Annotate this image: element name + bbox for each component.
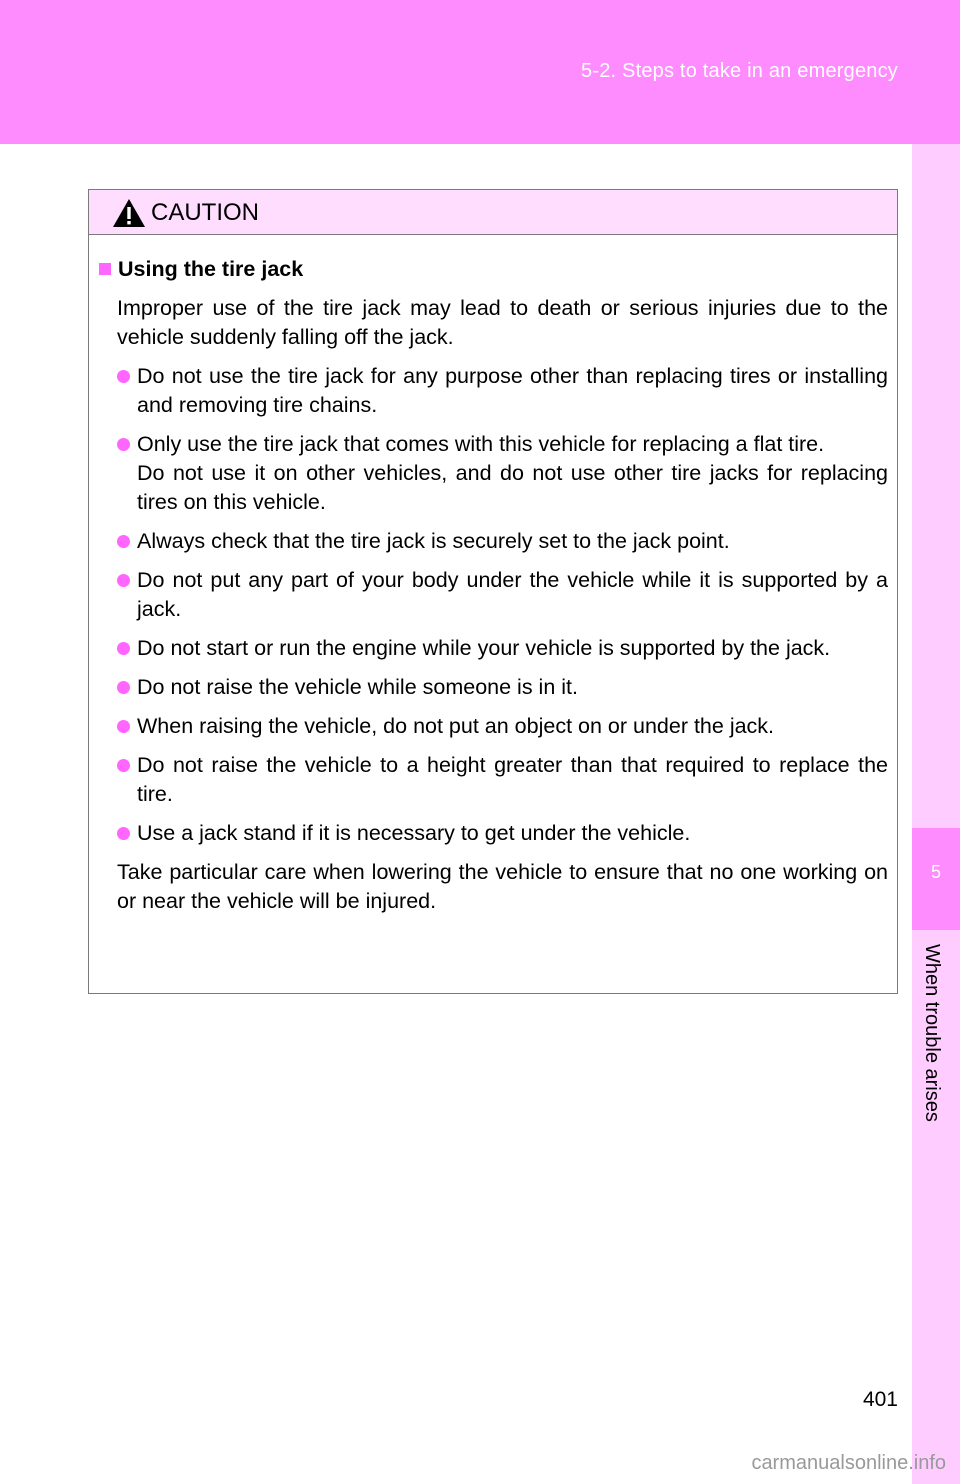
- caution-header: [89, 190, 897, 235]
- page-number: 401: [862, 1388, 898, 1411]
- list-item-line: Do not use it on other vehicles, and do not use other tire jacks for replacing tires on this vehicle.: [137, 461, 888, 514]
- list-item-line: Only use the tire jack that comes with this vehicle for replacing a flat tire.: [137, 432, 825, 456]
- list-item-text: Do not start or run the engine while your vehicle is supported by the jack.: [137, 636, 831, 660]
- footer-watermark: carmanualsonline.info: [751, 1452, 946, 1474]
- list-item: [117, 430, 888, 517]
- list-item: [117, 566, 888, 624]
- list-item-text: When raising the vehicle, do not put an object on or under the jack.: [137, 714, 775, 738]
- chapter-number: 5: [930, 862, 941, 882]
- caution-title: CAUTION: [151, 199, 259, 226]
- list-item-text: Do not put any part of your body under the vehicle while it is supported by a jack.: [137, 568, 888, 621]
- circle-bullet-icon: [117, 720, 130, 733]
- caution-box: [88, 189, 898, 994]
- subheading-text: Using the tire jack: [118, 257, 304, 281]
- circle-bullet-icon: [117, 535, 130, 548]
- caution-body: [89, 235, 897, 916]
- circle-bullet-icon: [117, 574, 130, 587]
- circle-bullet-icon: [117, 438, 130, 451]
- circle-bullet-icon: [117, 759, 130, 772]
- circle-bullet-icon: [117, 681, 130, 694]
- list-item-text: Use a jack stand if it is necessary to get under the vehicle.: [137, 821, 691, 845]
- list-item-text: [137, 430, 888, 517]
- list-item: [117, 751, 888, 809]
- list-item: [117, 527, 888, 556]
- list-item: [117, 362, 888, 420]
- intro-paragraph: Improper use of the tire jack may lead to death or serious injuries due to the vehicle suddenly falling off the jack.: [117, 296, 888, 349]
- square-bullet-icon: [99, 263, 111, 275]
- list-item: [117, 673, 888, 702]
- list-item-text: Do not use the tire jack for any purpose other than replacing tires or installing and removing tire chains.: [137, 364, 888, 417]
- side-strip: [912, 144, 960, 1484]
- circle-bullet-icon: [117, 827, 130, 840]
- circle-bullet-icon: [117, 370, 130, 383]
- subheading: [98, 255, 888, 284]
- list-item: [117, 819, 888, 848]
- list-item: [117, 712, 888, 741]
- list-item-text: Do not raise the vehicle while someone is in it.: [137, 675, 578, 699]
- list-item-text: Always check that the tire jack is securely set to the jack point.: [137, 529, 730, 553]
- list-item: [117, 634, 888, 663]
- chapter-label: When trouble arises: [921, 944, 943, 1122]
- section-title: 5-2. Steps to take in an emergency: [581, 60, 898, 82]
- list-item-text: Do not raise the vehicle to a height greater than that required to replace the tire.: [137, 753, 888, 806]
- closing-paragraph: Take particular care when lowering the vehicle to ensure that no one working on or near the vehicle will be injured.: [117, 860, 888, 913]
- warning-triangle-icon: [112, 198, 146, 228]
- circle-bullet-icon: [117, 642, 130, 655]
